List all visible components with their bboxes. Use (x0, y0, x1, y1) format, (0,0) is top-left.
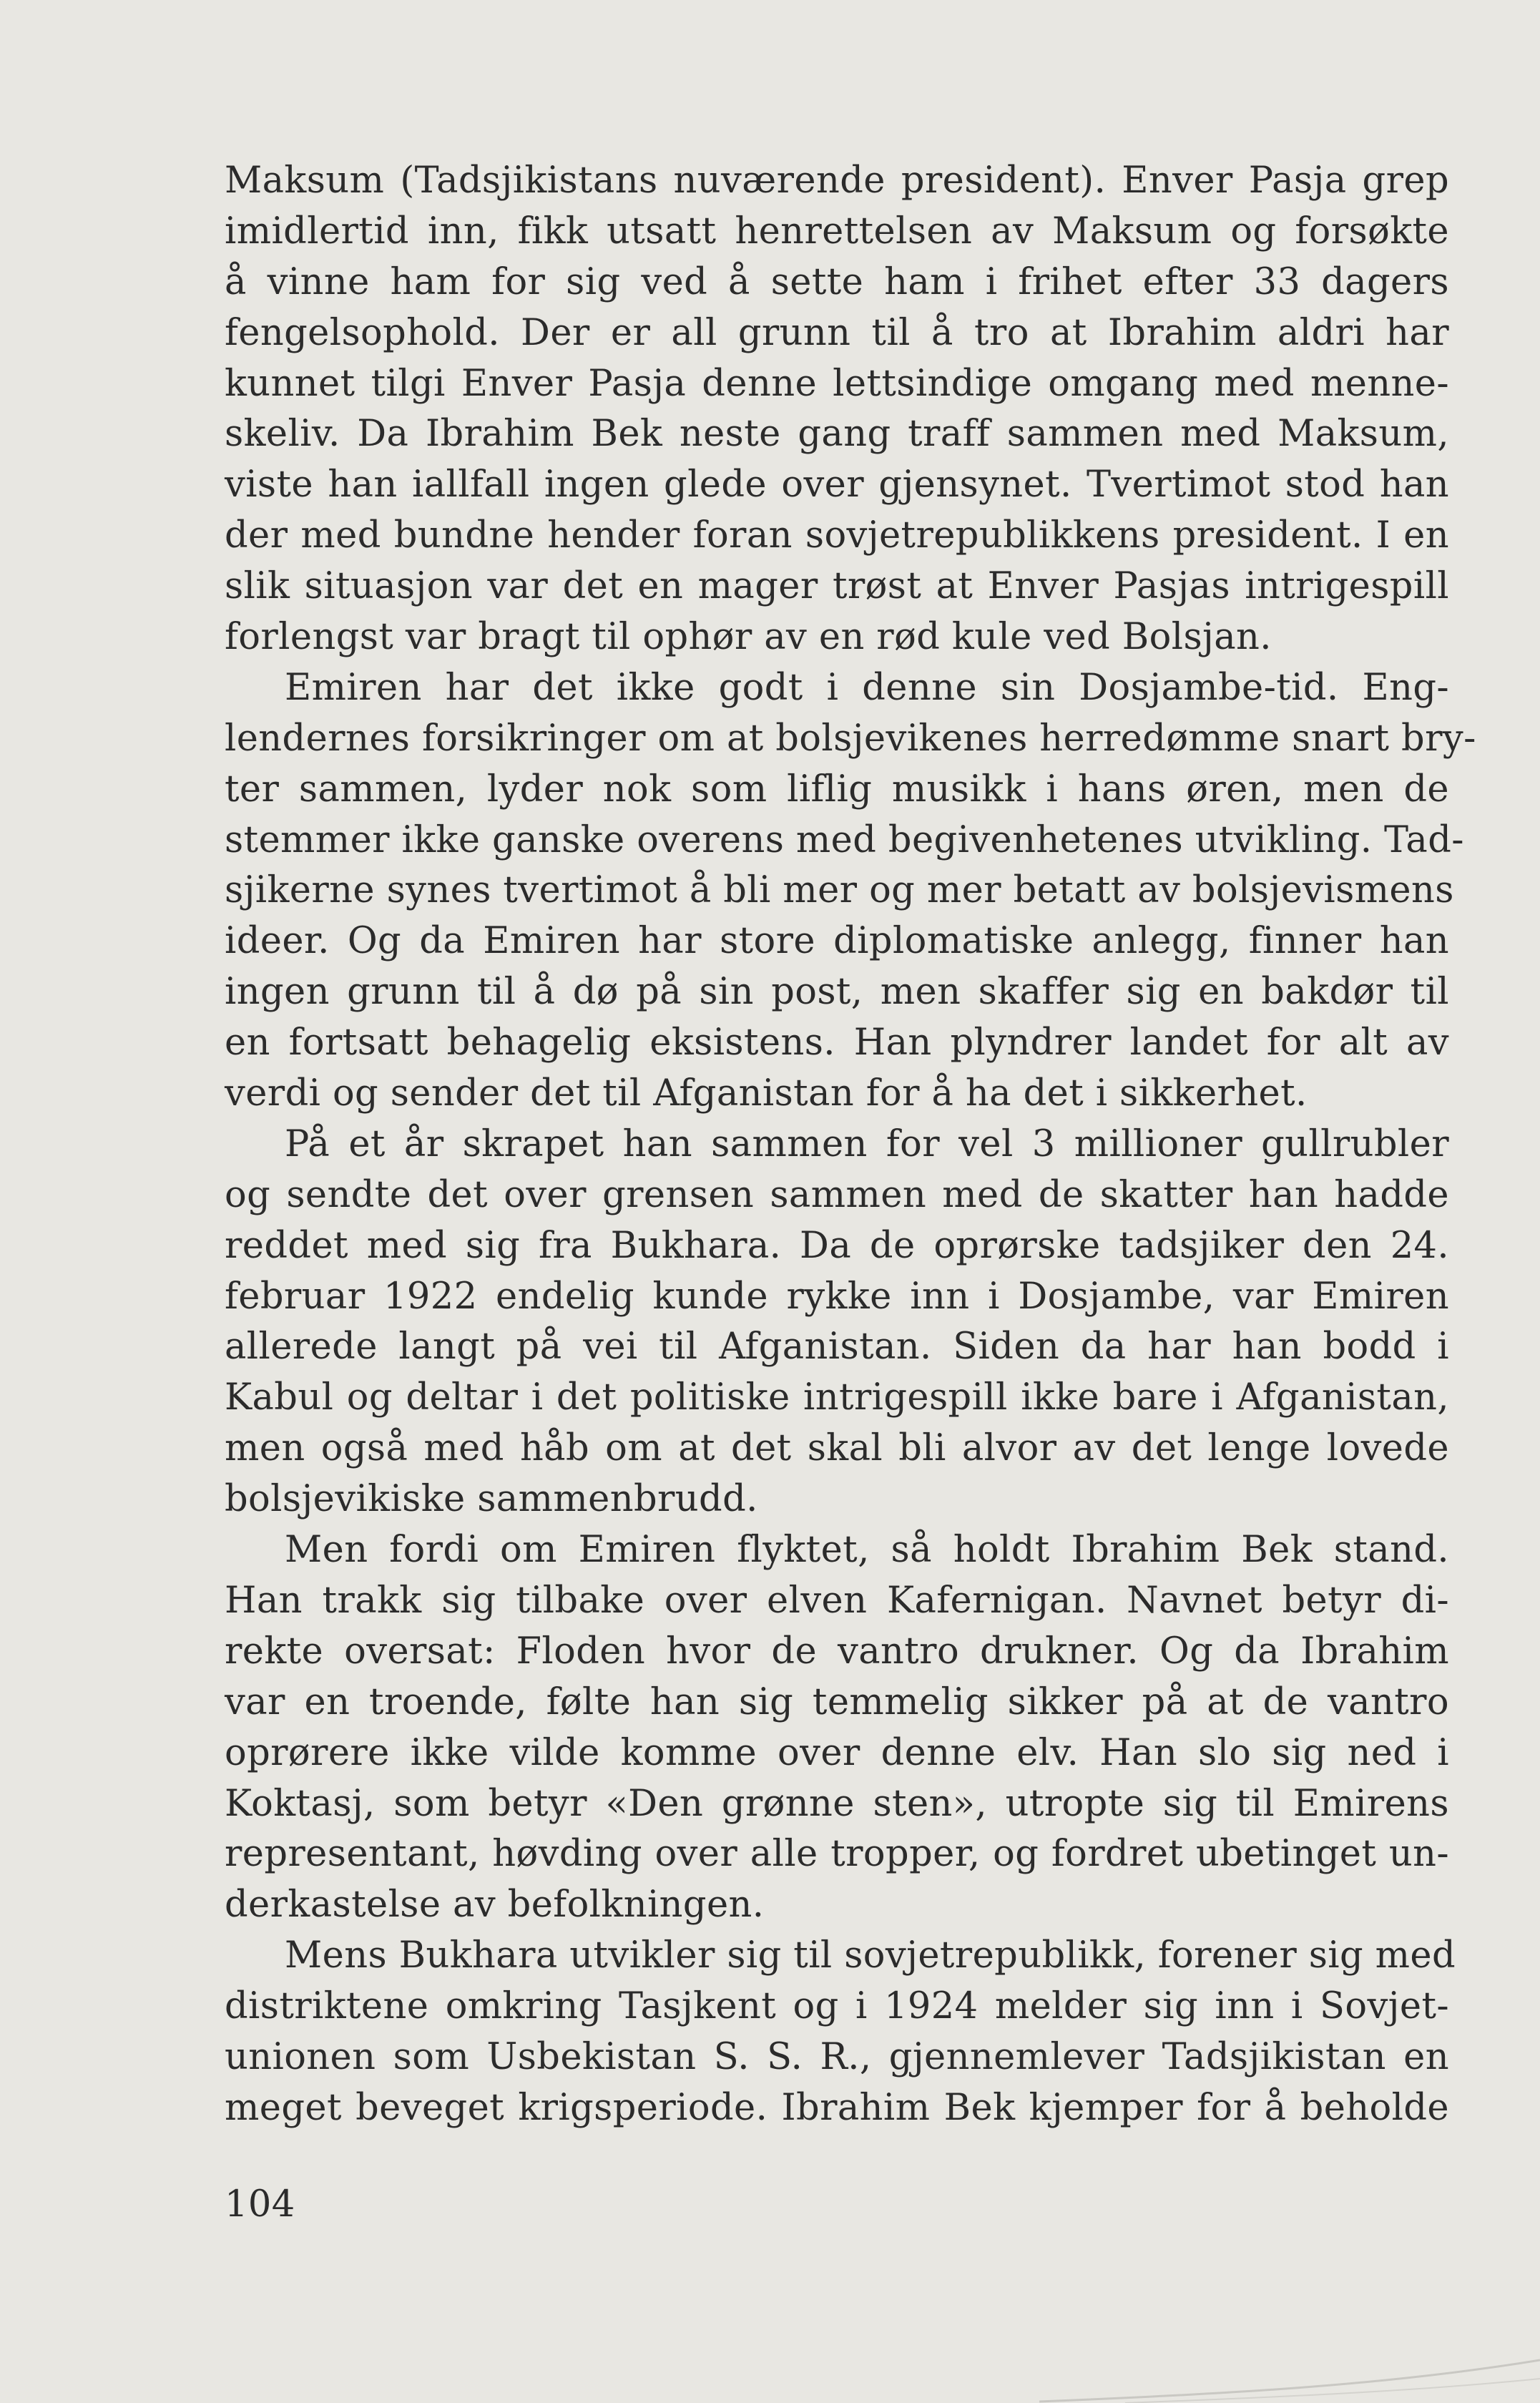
text-line: ideer. Og da Emiren har store diplomatiske anlegg, finner han (225, 920, 1449, 963)
text-line: bolsjevikiske sammenbrudd. (225, 1478, 758, 1521)
page-edge-shadow (1039, 2317, 1540, 2403)
text-line: fengelsophold. Der er all grunn til å tro at Ibrahim aldri har (225, 311, 1449, 354)
paragraph-start-line: Men fordi om Emiren flyktet, så holdt Ibrahim Bek stand. (285, 1529, 1449, 1572)
text-line: Han trakk sig tilbake over elven Kafernigan. Navnet betyr di- (225, 1579, 1449, 1622)
text-line: allerede langt på vei til Afganistan. Siden da har han bodd i (225, 1326, 1449, 1369)
paragraph-start-line: På et år skrapet han sammen for vel 3 millioner gullrubler (285, 1122, 1449, 1165)
text-line: rekte oversat: Floden hvor de vantro drukner. Og da Ibrahim (225, 1630, 1449, 1673)
text-line: sjikerne synes tvertimot å bli mer og mer betatt av bolsjevismens (225, 869, 1454, 912)
paragraph-start-line: Emiren har det ikke godt i denne sin Dosjambe-tid. Eng- (285, 666, 1449, 709)
text-line: der med bundne hender foran sovjetrepublikkens president. I en (225, 514, 1449, 557)
text-line: å vinne ham for sig ved å sette ham i frihet efter 33 dagers (225, 260, 1449, 303)
text-line: reddet med sig fra Bukhara. Da de oprørske tadsjiker den 24. (225, 1224, 1449, 1267)
text-line: Maksum (Tadsjikistans nuværende president). Enver Pasja grep (225, 160, 1449, 202)
text-line: representant, høvding over alle tropper, og fordret ubetinget un- (225, 1833, 1449, 1876)
text-line: kunnet tilgi Enver Pasja denne lettsindige omgang med menne- (225, 362, 1449, 405)
text-line: slik situasjon var det en mager trøst at Enver Pasjas intrigespill (225, 565, 1449, 608)
text-line: lendernes forsikringer om at bolsjevikenes herredømme snart bry- (225, 717, 1476, 760)
text-line: en fortsatt behagelig eksistens. Han plyndrer landet for alt av (225, 1022, 1449, 1065)
text-line: skeliv. Da Ibrahim Bek neste gang traff sammen med Maksum, (225, 413, 1449, 456)
text-line: Kabul og deltar i det politiske intrigespill ikke bare i Afganistan, (225, 1376, 1449, 1419)
text-line: imidlertid inn, fikk utsatt henrettelsen av Maksum og forsøkte (225, 210, 1449, 253)
text-line: februar 1922 endelig kunde rykke inn i Dosjambe, var Emiren (225, 1275, 1449, 1318)
text-line: meget beveget krigsperiode. Ibrahim Bek kjemper for å beholde (225, 2086, 1449, 2129)
page-number: 104 (225, 2183, 295, 2226)
text-line: unionen som Usbekistan S. S. R., gjennemlever Tadsjikistan en (225, 2035, 1449, 2078)
text-line: distriktene omkring Tasjkent og i 1924 melder sig inn i Sovjet- (225, 1985, 1449, 2028)
text-line: og sendte det over grensen sammen med de skatter han hadde (225, 1173, 1449, 1216)
body-text (225, 156, 1476, 2134)
text-line: forlengst var bragt til ophør av en rød kule ved Bolsjan. (225, 616, 1272, 659)
text-line: stemmer ikke ganske overens med begivenhetenes utvikling. Tad- (225, 818, 1464, 861)
text-line: derkastelse av befolkningen. (225, 1884, 765, 1927)
text-line: viste han iallfall ingen glede over gjensynet. Tvertimot stod han (225, 464, 1449, 506)
text-line: verdi og sender det til Afganistan for å ha det i sikkerhet. (225, 1072, 1308, 1115)
text-line: men også med håb om at det skal bli alvor av det lenge lovede (225, 1427, 1449, 1470)
text-line: oprørere ikke vilde komme over denne elv. Han slo sig ned i (225, 1731, 1449, 1774)
text-line: ingen grunn til å dø på sin post, men skaffer sig en bakdør til (225, 971, 1449, 1014)
paragraph-start-line: Mens Bukhara utvikler sig til sovjetrepublikk, forener sig med (285, 1934, 1456, 1977)
text-line: var en troende, følte han sig temmelig sikker på at de vantro (225, 1680, 1449, 1723)
text-line: ter sammen, lyder nok som liflig musikk i hans øren, men de (225, 768, 1449, 811)
text-line: Koktasj, som betyr «Den grønne sten», utropte sig til Emirens (225, 1782, 1449, 1825)
